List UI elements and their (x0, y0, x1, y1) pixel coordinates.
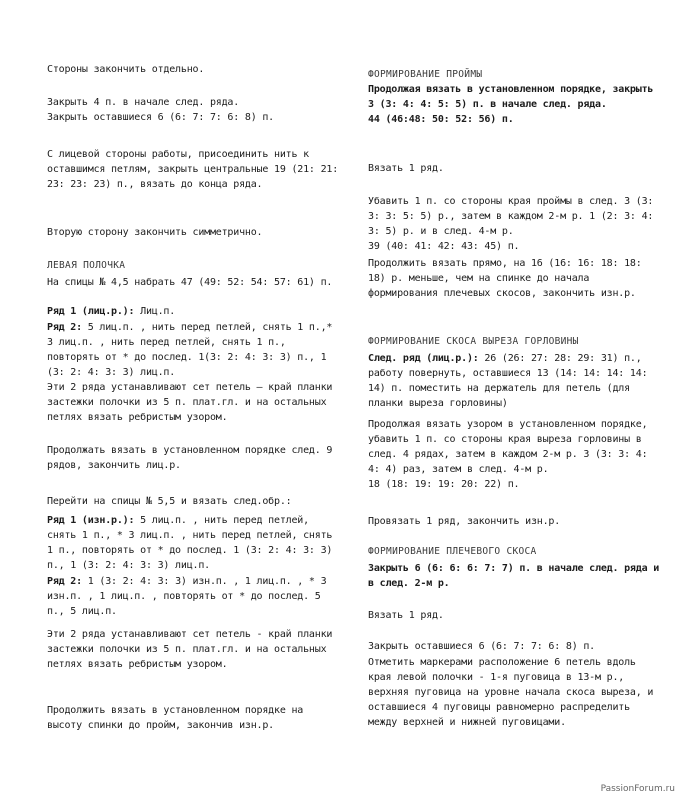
right-para-2: Вязать 1 ряд. (368, 163, 444, 174)
row-1-text: Лиц.п. (134, 306, 176, 317)
row-2-text: 5 лиц.п. , нить перед петлей, снять 1 п.,* 3 лиц.п. , нить перед петлей, снять 1 п., повторять от * до послед. 1(3: 2: 4: 3: 3) п., 1 (3: 2: 4: 3: 3) лиц.п. (47, 322, 333, 378)
row-1-instruction (47, 305, 339, 320)
right-para-1: Продолжая вязать в установленном порядке, закрыть 3 (3: 4: 4: 5: 5) п. в начале след. ряда. 44 (46:48: 50: 52: 56) п. (368, 84, 654, 125)
right-para-11: Отметить маркерами расположение 6 петель вдоль края левой полочки - 1-я пуговица в 13-м р., верхняя пуговица на уровне начала скоса выреза, и оставшиеся 4 пуговицы равномерно распределить между верхней и нижней пуговицами. (368, 657, 654, 728)
row-2b-label: Ряд 2: (47, 576, 82, 587)
row-1b-instruction (47, 514, 339, 574)
right-para-6: Продолжая вязать узором в установленном порядке, убавить 1 п. со стороны края выреза горловины в след. 4 рядах, затем в каждом 2-м р. 3 (3: 3: 4: 4: 4) раз, затем в след. 4-м р. 18 (18: 19: 19: 20: 22) п. (368, 419, 648, 490)
left-para-5: На спицы № 4,5 набрать 47 (49: 52: 54: 57: 61) п. (47, 277, 333, 288)
row-2-instruction (47, 321, 339, 381)
right-para-5 (368, 352, 664, 412)
right-para-9: Вязать 1 ряд. (368, 610, 444, 621)
left-para-4: Вторую сторону закончить симметрично. (47, 227, 263, 238)
left-para-1: Стороны закончить отдельно. (47, 64, 205, 75)
left-para-8: Перейти на спицы № 5,5 и вязать след.обр.: (47, 496, 292, 507)
left-para-9: Эти 2 ряда устанавливают сет петель - край планки застежки полочки из 5 п. плат.гл. и на остальных петлях вязать ребристым узором. (47, 629, 333, 670)
row-2b-text: 1 (3: 2: 4: 3: 3) изн.п. , 1 лиц.п. , * 3 изн.п. , 1 лиц.п. , повторять от * до послед. 5 п., 5 лиц.п. (47, 576, 327, 617)
left-para-10: Продолжить вязать в установленном порядке на высоту спинки до пройм, закончив изн.р. (47, 705, 304, 731)
right-para-3: Убавить 1 п. со стороны края проймы в след. 3 (3: 3: 3: 5: 5) р., затем в каждом 2-м р. 1 (2: 3: 4: 3: 5) р. и в след. 4-м р. 39 (40: 41: 42: 43: 45) п. (368, 196, 654, 252)
left-para-2: Закрыть 4 п. в начале след. ряда. Закрыть оставшиеся 6 (6: 7: 7: 6: 8) п. (47, 97, 274, 123)
watermark: PassionForum.ru (600, 784, 675, 794)
left-para-3: С лицевой стороны работы, присоединить нить к оставшимся петлям, закрыть центральные 19 (21: 21: 23: 23: 23) п., вязать до конца ряда. (47, 149, 339, 190)
heading-left-front: ЛЕВАЯ ПОЛОЧКА (47, 260, 126, 271)
row-1b-label: Ряд 1 (изн.р.): (47, 515, 135, 526)
right-para-10: Закрыть оставшиеся 6 (6: 7: 7: 6: 8) п. (368, 641, 595, 652)
heading-shoulder-shaping: ФОРМИРОВАНИЕ ПЛЕЧЕВОГО СКОСА (368, 546, 537, 557)
next-row-text: 26 (26: 27: 28: 29: 31) п., работу повернуть, оставшиеся 13 (14: 14: 14: 14: 14) п. поместить на держатель для петель (для планки выреза горловины) (368, 353, 648, 409)
row-2-label: Ряд 2: (47, 322, 82, 333)
row-1b-text: 5 лиц.п. , нить перед петлей, снять 1 п., * 3 лиц.п. , нить перед петлей, снять 1 п., повторять от * до послед. 1 (3: 2: 4: 3: 3) п., 1 (3: 2: 4: 3: 3) лиц.п. (47, 515, 333, 571)
row-1-label: Ряд 1 (лиц.р.): (47, 306, 135, 317)
left-para-7: Продолжать вязать в установленном порядке след. 9 рядов, закончить лиц.р. (47, 445, 333, 471)
next-row-label: След. ряд (лиц.р.): (368, 353, 479, 364)
heading-armhole: ФОРМИРОВАНИЕ ПРОЙМЫ (368, 69, 483, 80)
right-para-8: Закрыть 6 (6: 6: 6: 7: 7) п. в начале след. ряда и в след. 2-м р. (368, 563, 660, 589)
right-para-7: Провязать 1 ряд, закончить изн.р. (368, 516, 561, 527)
left-para-6: Эти 2 ряда устанавливают сет петель – край планки застежки полочки из 5 п. плат.гл. и на остальных петлях вязать ребристым узором. (47, 382, 333, 423)
heading-neck-shaping: ФОРМИРОВАНИЕ СКОСА ВЫРЕЗА ГОРЛОВИНЫ (368, 336, 579, 347)
right-para-4: Продолжить вязать прямо, на 16 (16: 16: 18: 18: 18) р. меньше, чем на спинке до начала формирования плечевых скосов, закончить изн.р. (368, 258, 642, 299)
row-2b-instruction (47, 575, 339, 620)
